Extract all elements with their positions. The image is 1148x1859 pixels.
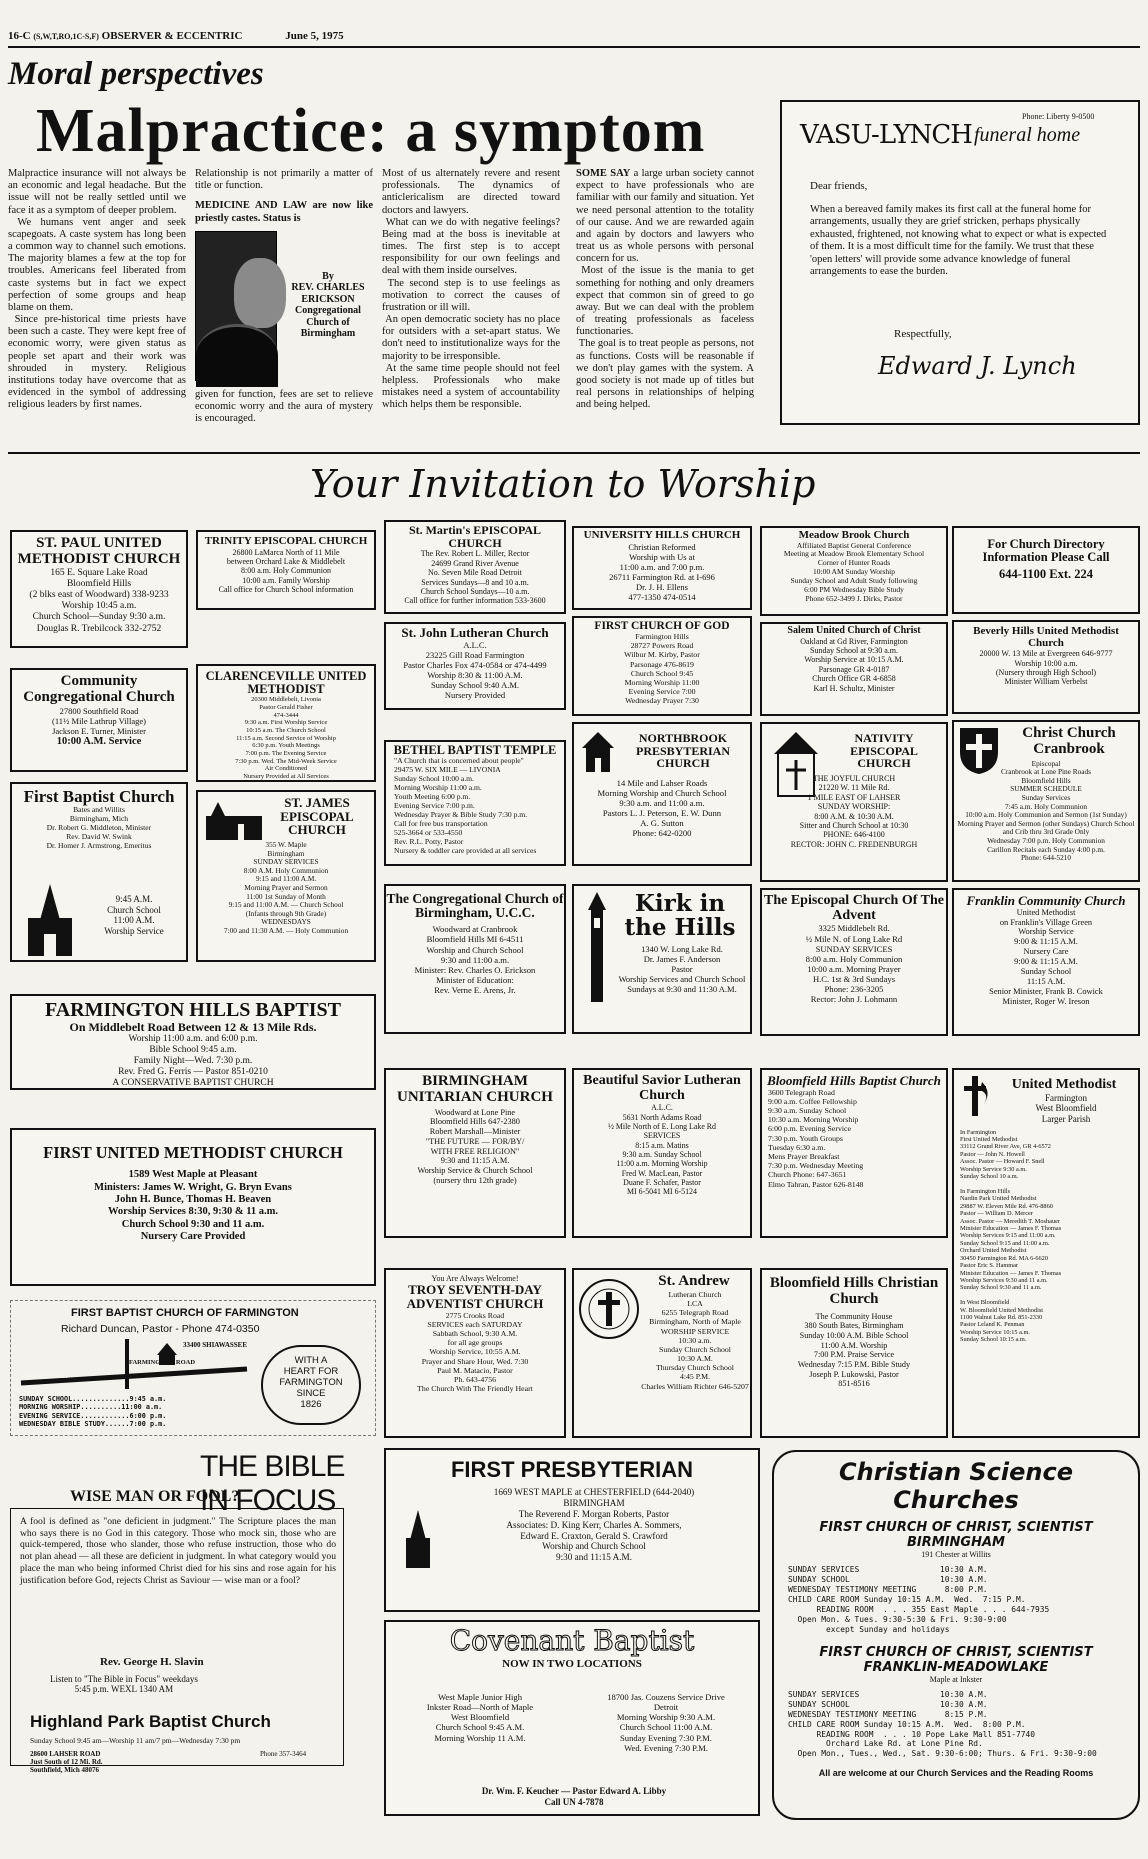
church-2-name: FIRST CHURCH OF CHRIST, SCIENTIST: [819, 1644, 1093, 1660]
ad-title: St. John Lutheran Church: [401, 625, 549, 640]
chapel-icon: [580, 732, 616, 774]
column-2-top: Relationship is not primarily a matter of title or function.: [195, 168, 376, 192]
ad-text: 1589 West Maple at Pleasant Ministers: James W. Wright, G. Bryn Evans John H. Bunce, Thomas H. Beaven Worship Services 8:30, 9:30 & 11 a.m. Church School 9:30 and 11 a.m. Nursery Care Provided: [94, 1169, 292, 1243]
church-2-schedule: SUNDAY SERVICES 10:30 A.M. SUNDAY SCHOOL 10:30 A.M. WEDNESDAY TESTIMONY MEETING 8:15 P.M. CHILD CARE ROOM Sunday 10:15 A.M. Wed. 8:00 P.M. READING ROOM . . . 10 Pope Lake Mall 851-7740 Orchard Lake Rd. at Lone Pine Rd. Open Mon., Tues., Wed., Sat. 9:30-6:00; Thurs. & Fri. 9:30-9:00: [788, 1690, 1097, 1759]
ad-listen: Listen to "The Bible in Focus" weekdays 5:45 p.m. WEXL 1340 AM: [50, 1674, 198, 1694]
ad-text: THE JOYFUL CHURCH 21220 W. 11 Mile Rd. 1 MILE EAST OF LAHSER SUNDAY WORSHIP: 8:00 A.M. & 10:30 A.M. Sitter and Church School at 10:30 PHONE: 646-4100 RECTOR: JOHN C. FREDENBURGH: [790, 773, 918, 849]
service-time: 10:00 A.M. Service: [56, 735, 142, 747]
ad-sub: Farmington West Bloomfield Larger Parish: [1035, 1092, 1097, 1124]
ad-st-john: [384, 622, 566, 710]
ad-christ-church: [952, 720, 1140, 882]
ad-text: 355 W. Maple Birmingham SUNDAY SERVICES 8:00 A.M. Holy Communion 9:15 and 11:00 A.M. Morning Prayer and Sermon 11:00 1st Sunday of Month 9:15 and 11:00 A.M. — Church School (Infants through 9th Grade) WEDNESDAYS 7:00 and 11:30 A.M. — Holy Communion: [223, 839, 349, 936]
tower-icon: [584, 892, 610, 1002]
ad-first-church-god: [572, 616, 752, 716]
ad-title: Meadow Brook Church: [798, 529, 910, 541]
ad-first-presbyterian: [384, 1448, 760, 1612]
letter-greeting: Dear friends,: [810, 180, 868, 192]
ad-title: FIRST BAPTIST CHURCH OF FARMINGTON: [71, 1307, 299, 1319]
ad-first-baptist: [10, 782, 188, 962]
article-column-1: Malpractice insurance will not always be an economic and legal headache. But the issue will not be really settled until we face it as a symptom of deeper problem. We humans vent anger and seek scapegoats. A caste system has long been a common way to channel such emotions. The majority blames a few at the top for troubles. Americans feel liberated from caste systems but in fact we expect perfection of some groups and heap blame on them. Since pre-historical time priests have been such a caste. They were kept free of economic worry, were given status as people set apart and their work was shrouded in mystery. Religious institutions today have overcome that as evidenced in the symbol of addressing religious leaders by first names.: [8, 168, 187, 411]
ad-text: Christian Reformed Worship with Us at 11:00 a.m. and 7:00 p.m. 26711 Farmington Rd. at I-696 Dr. J. H. Ellens 477-1350 474-0514: [609, 541, 715, 602]
ad-text: A fool is defined as "one deficient in judgment." The Scripture places the man who says there is no God in this category. Those who mock sin, those who are quick-tempered, those who slander, those who refuse instruction, those who do not plan ahead — all these are deficient in judgment. In what category would you place the man who being informed Christ died for his sins and rose again for his justification before God, rejects Christ as Saviour — wise man or a fool?: [20, 1516, 336, 1586]
directory-phone: 644-1100 Ext. 224: [998, 567, 1094, 582]
header-rule: [8, 46, 1140, 48]
ad-subtitle: On Middlebelt Road Between 12 & 13 Mile Rds.: [69, 1020, 317, 1034]
ad-title: The Congregational Church of Birmingham, U.C.C.: [386, 891, 564, 921]
steeple-icon: [396, 1510, 440, 1570]
author-photo: [195, 231, 277, 381]
article-column-2: [195, 168, 376, 448]
ad-address: 28600 LAHSER ROAD Just South of 12 Mi. Rd. Southfield, Mich 48076: [30, 1750, 103, 1774]
ad-title: BETHEL BAPTIST TEMPLE: [393, 743, 557, 757]
ad-text: 27800 Southfield Road (11½ Mile Lathrup Village) Jackson E. Turner, Minister: [52, 705, 146, 736]
ad-title: ST. JAMES EPISCOPAL CHURCH: [280, 795, 354, 838]
ad-text: 1669 WEST MAPLE at CHESTERFIELD (644-2040) BIRMINGHAM The Reverend F. Morgan Roberts, Pastor Associates: D. King Kerr, Charles A. Sommers, Edward E. Craxton, Gerald S. Crawford Worship and Church School 9:30 and 11:15 A.M.: [493, 1487, 695, 1563]
church-icon: [768, 730, 824, 796]
page-header: [8, 30, 344, 42]
church-1-name: FIRST CHURCH OF CHRIST, SCIENTIST: [819, 1520, 1093, 1535]
ad-bloomfield-christian: [760, 1268, 948, 1438]
ad-title: NATIVITY EPISCOPAL CHURCH: [850, 731, 918, 771]
ad-text: 20300 Middlebelt, Livonia Pastor Gerald Fisher 474-3444 9:30 a.m. First Worship Service 10:15 a.m. The Church School 11:15 a.m. Second Service of Worship 6:30 p.m. Youth Meetings 7:00 p.m. The Evening Service 7:30 p.m. Wed. The Mid-Week Service Air Conditioned Nursery Provided at All Services: [235, 696, 337, 780]
ad-community: [10, 668, 188, 772]
ad-text: 2775 Crooks Road SERVICES each SATURDAY Sabbath School, 9:30 A.M. for all age groups Worship Service, 10:55 A.M. Prayer and Share Hour, Wed. 7:30 Paul M. Matacio, Pastor Ph. 643-4756 The Church With The Friendly Heart: [417, 1310, 533, 1394]
ad-first-baptist-farmington: [10, 1300, 376, 1436]
heart-badge: WITH A HEART FOR FARMINGTON SINCE 1826: [261, 1345, 361, 1425]
vasu-lynch-ad: [780, 100, 1140, 425]
column-4-subhead: SOME SAY: [576, 168, 631, 179]
church-1-schedule: SUNDAY SERVICES 10:30 A.M. SUNDAY SCHOOL 10:30 A.M. WEDNESDAY TESTIMONY MEETING 8:00 P.M. CHILD CARE ROOM Sunday 10:15 A.M. Wed. 7:15 P.M. READING ROOM . . . 355 East Maple . . . 644-7935 Open Mon. & Tues. 9:30-5:30 & Fri. 9:30-9:00 except Sunday and holidays: [788, 1565, 1050, 1634]
ad-text: The Rev. Robert L. Miller, Rector 24699 Grand River Avenue No. Seven Mile Road Detroit Services Sundays—8 and 10 a.m. Church School Sundays—10 a.m. Call office for further information 533-3600: [404, 549, 546, 606]
ad-title: FIRST PRESBYTERIAN: [450, 1457, 694, 1482]
church-1-city: BIRMINGHAM: [907, 1535, 1005, 1550]
ad-pre: You Are Always Welcome!: [431, 1274, 519, 1283]
service-times: 9:45 A.M. Church School 11:00 A.M. Worship Service: [104, 894, 164, 936]
ad-st-andrew: [572, 1268, 752, 1438]
ad-title: FARMINGTON HILLS BAPTIST: [45, 999, 341, 1021]
ad-title: Christian Science Churches: [839, 1458, 1073, 1514]
byline: By REV. CHARLES ERICKSON Congregational Church of Birmingham: [291, 270, 365, 340]
ad-christian-science: [772, 1450, 1140, 1820]
ad-title: FIRST CHURCH OF GOD: [594, 620, 730, 632]
ad-pastor: Richard Duncan, Pastor - Phone 474-0350: [61, 1323, 260, 1335]
ad-title: THE BIBLE IN FOCUS: [200, 1450, 345, 1517]
column-2-bottom: given for function, fees are set to relieve economic worry and the aura of mystery is encouraged.: [195, 388, 376, 425]
ad-farmington-hills-baptist: [10, 994, 376, 1090]
funeral-phone: Phone: Liberty 9-0500: [1022, 112, 1095, 121]
ad-text: 3325 Middlebelt Rd. ½ Mile N. of Long Lake Rd SUNDAY SERVICES 8:00 a.m. Holy Communion 10:00 a.m. Morning Prayer H.C. 1st & 3rd Sundays Phone: 236-3205 Rector: John J. Lohmann: [805, 923, 903, 1005]
ad-clarenceville: [196, 664, 376, 782]
ad-text: Woodward at Cranbrook Bloomfield Hills MI 6-4511 Worship and Church School 9:30 and 11:00 a.m. Minister: Rev. Charles O. Erickson Minister of Education: Rev. Verne E. Arens, Jr.: [414, 924, 536, 996]
church-1-address: 191 Chester at Willits: [921, 1550, 991, 1559]
ad-title: Salem United Church of Christ: [787, 625, 921, 636]
ad-bethel: [384, 740, 566, 866]
ad-congregational: [384, 884, 566, 1034]
ad-text: Woodward at Lone Pine Bloomfield Hills 647-2380 Robert Marshall—Minister "THE FUTURE — FOR/BY/ WITH FREE RELIGION" 9:30 and 11:15 A.M. Worship Service & Church School (nursery thru 12th grade): [417, 1107, 533, 1185]
ad-title: Beverly Hills United Methodist Church: [973, 625, 1119, 649]
ad-text: United Methodist on Franklin's Village Green Worship Service 9:00 & 11:15 A.M. Nursery Care 9:00 & 11:15 A.M. Sunday School 11:15 A.M. Senior Minister, Frank B. Cowick Minister, Roger W. Ireson: [989, 907, 1103, 1006]
ad-text: Farmington Hills 28727 Powers Road Wilbur M. Kirby, Pastor Parsonage 476-8619 Church School 9:45 Morning Worship 11:00 Evening Service 7:00 Wednesday Prayer 7:30: [624, 632, 700, 706]
ad-title: Kirk in the Hills: [624, 890, 736, 942]
ad-title: Covenant Baptist: [449, 1624, 695, 1657]
ad-unitarian: [384, 1068, 566, 1238]
map-road: FARMINGTON ROAD: [129, 1359, 196, 1366]
ad-title: For Church Directory Information Please Call: [982, 537, 1110, 565]
ad-text: A.L.C. 5631 North Adams Road ½ Mile North of E. Long Lake Rd SERVICES 8:15 a.m. Matins 9:30 a.m. Sunday School 11:00 a.m. Morning Worship Fred W. MacLean, Pastor Duane F. Schafer, Pastor MI 6-5041 MI 6-5124: [607, 1103, 717, 1197]
ad-title: Beautiful Savior Lutheran Church: [583, 1073, 741, 1103]
ad-sub: NOW IN TWO LOCATIONS: [502, 1658, 642, 1671]
ad-title: NORTHBROOK PRESBYTERIAN CHURCH: [635, 731, 731, 771]
ad-trinity: [196, 530, 376, 610]
ad-schedule: Sunday School 9:45 am—Worship 11 am/7 pm—Wednesday 7:30 pm: [30, 1736, 241, 1745]
cross-flame-icon: [960, 1074, 994, 1118]
ad-title: BIRMINGHAM UNITARIAN CHURCH: [397, 1073, 553, 1105]
ad-kirk: [572, 884, 752, 1034]
author-block: [195, 231, 373, 389]
ad-title: FIRST UNITED METHODIST CHURCH: [43, 1143, 343, 1162]
ad-text: In Farmington First United Methodist 33112 Grand River Ave, GR 4-6572 Pastor — John N. Howell Assoc. Pastor — Howard F. Snell Worship Service 9:30 a.m. Sunday School 10 a.m. In Farmington Hills Nardin Park United Methodist 29887 W. Eleven Mile Rd. 476-8860 Pastor — William D. Mercer Assoc. Pastor — Meredith T. Moshauer Minister Education — James F. Thomas Worship Services 9:15 and 11:00 a.m. Sunday School 9:15 and 11:00 a.m. Orchard United Methodist 30450 Farmington Rd. MA 6-6620 Pastor Eric S. Hammar Minister Education — James F. Thomas Worship Services 9:30 and 11 a.m. Sunday School 9:30 and 11 a.m. In West Bloomfield W. Bloomfield United Methodist 1100 Walnut Lake Rd. 851-2330 Pastor Leland K. Penman Worship Service 10:15 a.m. Sunday School 10:15 a.m.: [960, 1128, 1062, 1344]
ad-text: Episcopal Cranbrook at Lone Pine Roads Bloomfield Hills SUMMER SCHEDULE Sunday Services 7:45 a.m. Holy Communion 10:00 a.m. Holy Communion and Sermon (1st Sunday) Morning Prayer and Sermon (other Sundays) Church School and Crib thru 3rd Grade Only Wednesday 7:00 p.m. Holy Communion Carillon Recitals each Sunday 4:00 p.m. Phone: 644-5210: [957, 758, 1135, 863]
ad-st-paul: [10, 530, 188, 648]
schedule: SUNDAY SCHOOL..............9:45 a.m. MORNING WORSHIP..........11:00 a.m. EVENING SERVICE............6:00 p.m. WEDNESDAY BIBLE STUDY......7:00 p.m.: [19, 1395, 167, 1429]
column-2-subhead: MEDICINE AND LAW are now like priestly castes. Status is: [195, 200, 376, 224]
funeral-logo: VASU-LYNCH: [800, 120, 972, 150]
ad-title: St. Martin's EPISCOPAL CHURCH: [408, 523, 542, 550]
letter-closing: Respectfully,: [894, 328, 952, 340]
ad-troy-adventist: [384, 1268, 566, 1438]
ad-heading: WISE MAN OR FOOL?: [70, 1488, 240, 1505]
ad-beverly-hills: [952, 620, 1140, 714]
ad-advent: [760, 888, 948, 1036]
ad-title: Christ Church Cranbrook: [1022, 725, 1116, 757]
ad-text: 14 Mile and Lahser Roads Morning Worship and Church School 9:30 a.m. and 11:00 a.m. Pastors L. J. Peterson, E. W. Dunn A. G. Sutton Phone: 642-0200: [597, 777, 727, 839]
ad-title: ST. PAUL UNITED METHODIST CHURCH: [17, 535, 181, 567]
issue-date: June 5, 1975: [285, 30, 344, 42]
section-rule: [8, 452, 1140, 454]
church-building-icon: [204, 802, 264, 842]
letter-body: When a bereaved family makes its first call at the funeral home for arrangements, usually they are grief stricken, perhaps physically exhausted, frightened, not knowing what to expect or what is expected of them. It is a most difficult time for the family. We trust that these 'open letters' will provide some advance knowledge of funeral arrangements to ease the burden.: [810, 204, 1107, 277]
ad-title: UNIVERSITY HILLS CHURCH: [583, 529, 741, 541]
ad-footer: Dr. Wm. F. Keucher — Pastor Edward A. Libby Call UN 4-7878: [481, 1786, 667, 1807]
worship-banner: Your Invitation to Worship: [310, 462, 816, 506]
article-column-3: Most of us alternately revere and resent professionals. The dynamics of anticlericalism are directed toward doctors and lawyers. What can we do with negative feelings? Being mad at the boss is inevitable at times. The first step is to accept responsibility for our own feelings and deal with them inside ourselves. The second step is to use feelings as motivation to correct the causes of frustration or ill will. An open democratic society has no place for outsiders with a set-apart status. We don't need to institutionalize ways for the majority to be irresponsible. At the same time people should not feel helpless. Professionals who make mistakes need a system of accountability which helps them be responsible.: [382, 168, 561, 411]
steeple-icon: [20, 884, 80, 958]
article-kicker: Moral perspectives: [8, 56, 264, 92]
signature: Edward J. Lynch: [878, 352, 1077, 380]
article-headline: Malpractice: a symptom: [36, 97, 706, 165]
ad-text: 20000 W. 13 Mile at Evergreen 646-9777 Worship 10:00 a.m. (Nursery through High School) Minister William Verbelst: [979, 649, 1113, 687]
ad-title: Franklin Community Church: [966, 893, 1126, 908]
ad-franklin: [952, 888, 1140, 1036]
ad-nativity: [760, 722, 948, 882]
ad-university-hills: [572, 526, 752, 610]
ad-text: Lutheran Church LCA 6255 Telegraph Road Birmingham, North of Maple WORSHIP SERVICE 10:30 a.m. Sunday Church School 10:30 A.M. Thursday Church School 4:45 P.M. Charles William Richter 646-5207: [641, 1289, 749, 1391]
ad-text: Affiliated Baptist General Conference Meeting at Meadow Brook Elementary School Corner of Hunter Roads 10:00 AM Sunday Worship Sunday School and Adult Study following 6:00 PM Wednesday Bible Study Phone 652-3499 J. Dirks, Pastor: [783, 540, 925, 603]
ad-title: Bloomfield Hills Christian Church: [769, 1275, 939, 1307]
church-2-address: Maple at Inkster: [929, 1674, 983, 1684]
article-column-4: [576, 168, 754, 448]
ad-directory: [952, 526, 1140, 614]
church-2-city: FRANKLIN-MEADOWLAKE: [863, 1659, 1049, 1675]
ad-title: CLARENCEVILLE UNITED METHODIST: [205, 669, 367, 697]
ad-left: West Maple Junior High Inkster Road—North of Maple West Bloomfield Church School 9:45 A.M. Morning Worship 11 A.M.: [426, 1692, 534, 1743]
ad-beautiful-savior: [572, 1068, 752, 1238]
luther-seal-icon: [578, 1274, 640, 1344]
ad-text: Bates and Willits Birmingham, Mich Dr. Robert G. Middleton, Minister Rev. David W. Swink Dr. Homer J. Armstrong, Emeritus: [46, 804, 152, 850]
ad-st-james: [196, 790, 376, 962]
ad-bible-in-focus: [10, 1450, 376, 1850]
ad-united-methodist: [952, 1068, 1140, 1438]
ad-text: 1340 W. Long Lake Rd. Dr. James F. Anderson Pastor Worship Services and Church School Sundays at 9:30 and 11:30 A.M.: [618, 944, 746, 995]
ad-covenant-baptist: [384, 1620, 760, 1816]
ad-meadow-brook: [760, 526, 948, 616]
ad-title: St. Andrew: [658, 1273, 730, 1289]
ad-bloomfield-hills-baptist: [760, 1068, 948, 1238]
map-address: 33400 SHIAWASSEE: [183, 1341, 247, 1349]
edition-code: (S,W,T,RO,1C-S,F): [33, 32, 99, 41]
ad-title: TROY SEVENTH-DAY ADVENTIST CHURCH: [406, 1282, 544, 1312]
ad-church: Highland Park Baptist Church: [30, 1712, 271, 1731]
ad-first-united-methodist: [10, 1128, 376, 1286]
ad-text: A.L.C. 23225 Gill Road Farmington Pastor Charles Fox 474-0584 or 474-4499 Worship 8:30 & 11:00 A.M. Sunday School 9:40 A.M. Nursery Provided: [403, 639, 547, 700]
ad-title: The Episcopal Church Of The Advent: [764, 893, 944, 923]
ad-text: Oakland at Gd River, Farmington Sunday School at 9:30 a.m. Worship Service at 10:15 A.M. Parsonage GR 4-0187 Church Office GR 4-6858 Karl H. Schultz, Minister: [800, 636, 908, 693]
ad-title: TRINITY EPISCOPAL CHURCH: [204, 535, 368, 547]
ad-phone: Phone 357-3464: [260, 1750, 307, 1758]
ad-northbrook: [572, 722, 752, 866]
ad-title: First Baptist Church: [23, 787, 175, 806]
paper-name: OBSERVER & ECCENTRIC: [101, 30, 243, 42]
ad-text: 165 E. Square Lake Road Bloomfield Hills (2 blks east of Woodward) 338-9233 Worship 10:45 a.m. Church School—Sunday 9:30 a.m. Douglas R. Trebilcock 332-2752: [29, 567, 169, 634]
ad-author: Rev. George H. Slavin: [100, 1656, 204, 1668]
ad-text: Worship 11:00 a.m. and 6:00 p.m. Bible School 9:45 a.m. Family Night—Wed. 7:30 p.m. Rev. Fred G. Ferris — Pastor 851-0210 A CONSERVATIVE BAPTIST CHURCH: [112, 1033, 274, 1089]
ad-text: "A Church that is concerned about people" 29475 W. SIX MILE — LIVONIA Sunday School 10:00 a.m. Morning Worship 11:00 a.m. Youth Meeting 6:00 p.m. Evening Service 7:00 p.m. Wednesday Prayer & Bible Study 7:30 p.m. Call for free bus transportation 525-3664 or 533-4550 Rev. R.L. Potty, Pastor Nursery & toddler care provided at all services: [394, 756, 537, 855]
column-4-text: a large urban society cannot expect to have professionals who are familiar with our family and situation. Yet we need personal attention to the totality of our cause. And we are rewarded again and again by doctors and lawyers who treat us as whole persons with personal concern for us. Most of the issue is the mania to get something for nothing and only dreamers expect that common sin of greed to go away. But we can deal with the problem of treating professionals as faceless functionaries. The goal is to treat people as persons, not as functions. Costs will be reasonable if we don't play games with the system. A good society is not made up of titles but real persons in relationships of helping and being helped.: [576, 168, 755, 411]
ad-footer: All are welcome at our Church Services and the Reading Rooms: [818, 1768, 1094, 1779]
ad-text: The Community House 380 South Bates, Birmingham Sunday 10:00 A.M. Bible School 11:00 A.M. Worship 7:00 P.M. Praise Service Wednesday 7:15 P.M. Bible Study Joseph P. Lukowski, Pastor 851-8516: [797, 1311, 911, 1389]
map-grand-river: GRAND RIVER: [21, 1373, 68, 1380]
ad-title: United Methodist: [1011, 1077, 1117, 1092]
ad-text: 3600 Telegraph Road 9:00 a.m. Coffee Fellowship 9:30 a.m. Sunday School 10:30 a.m. Morning Worship 6:00 p.m. Evening Service 7:30 p.m. Youth Groups Tuesday 6:30 a.m. Mens Prayer Breakfast 7:30 p.m. Wednesday Meeting Church Phone: 647-3651 Elmo Tahran, Pastor 626-8148: [768, 1087, 864, 1189]
ad-text: 26800 LaMarca North of 11 Mile between Orchard Lake & Middlebelt 8:00 a.m. Holy Communion 10:00 a.m. Family Worship Call office for Church School information: [218, 547, 354, 595]
ad-title: Bloomfield Hills Baptist Church: [767, 1073, 941, 1088]
ad-st-martin: [384, 520, 566, 614]
ad-right: 18700 Jas. Couzens Service Drive Detroit Morning Worship 9:30 A.M. Church School 11:00 A.M. Sunday Evening 7:30 P.M. Wed. Evening 7:30 P.M.: [607, 1692, 725, 1753]
ad-title: Community Congregational Church: [23, 673, 175, 705]
shield-cross-icon: [958, 726, 1000, 776]
ad-salem: [760, 622, 948, 716]
page-number: 16-C: [8, 30, 31, 42]
funeral-logo-script: funeral home: [974, 124, 1081, 146]
